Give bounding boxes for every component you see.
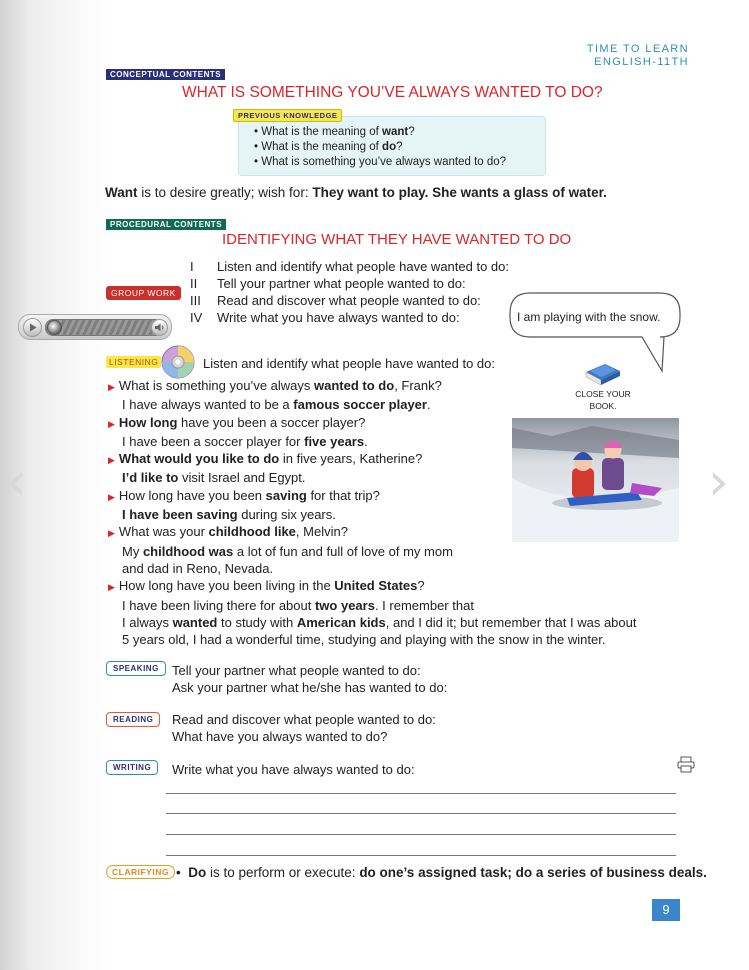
pk-item: • What is the meaning of want? [254,126,415,138]
pk-item: • What is something you’ve always wanted to do? [254,156,507,168]
previous-knowledge-tag: PREVIOUS KNOWLEDGE [233,109,342,122]
header-line-2: ENGLISH-11TH [594,56,689,68]
play-button[interactable] [23,318,42,337]
dialogue-answer [108,543,636,560]
header-line-1: TIME TO LEARN [586,43,689,55]
dialogue-text: , and I did it; but remember that I was about [385,614,637,630]
listening-tag: LISTENING [106,356,161,368]
dialogue-text: two years [314,597,375,613]
lesson-title: WHAT IS SOMETHING YOU’VE ALWAYS WANTED TO DO? [182,84,603,101]
dialogue-text: How long have you been living in the [118,578,335,594]
dialogue-text: in five years, Katherine? [279,451,423,467]
dialogue-text: I always [122,614,173,630]
dialogue-text: American kids [296,614,386,630]
numeral: II [190,276,198,291]
group-work-item: Read and discover what people wanted to do: [217,293,481,308]
dialogue-text: How long have you been [118,487,266,503]
definition-do: • Do is to perform or execute: do one’s assigned task; do a series of business deals. [176,865,707,880]
question-arrow-icon: ▶ [108,418,115,429]
speaker-icon [152,320,167,335]
reading-line: Read and discover what people wanted to do: [172,712,436,727]
writing-line[interactable] [166,855,676,856]
reading-tag: READING [106,712,160,727]
numeral: I [190,259,194,274]
question-arrow-icon: ▶ [108,455,115,466]
dialogue-text: , Frank? [394,378,442,393]
question-arrow-icon: ▶ [108,528,115,539]
procedural-title: IDENTIFYING WHAT THEY HAVE WANTED TO DO [222,231,572,248]
dialogue-question [108,414,636,433]
dialogue-text: saving [265,487,307,503]
cd-icon [161,345,195,379]
audio-player [18,314,172,340]
page-header [587,43,689,69]
group-work-item: Listen and identify what people have wanted to do: [217,259,509,274]
dialogue-answer [108,433,636,450]
volume-button[interactable] [151,319,168,336]
dialogue-text: I have been living there for about [122,597,315,613]
numeral: IV [190,310,203,325]
dialogue-text: five years [304,433,365,449]
speaking-tag: SPEAKING [106,661,166,676]
speech-bubble-text: I am playing with the snow. [517,310,661,324]
dialogue-text: ? [417,578,425,594]
dialogue-text: . [426,397,431,413]
dialogue-answer [108,614,636,631]
dialogue-text: I have been a soccer player for [122,433,305,449]
writing-tag: WRITING [106,760,158,775]
dialogue-answer [108,506,636,523]
audio-progress-track[interactable] [45,319,163,336]
writing-line[interactable] [166,793,676,794]
dialogue-text: and dad in Reno, Nevada. [122,560,274,576]
dialogue-answer [108,396,636,413]
dialogue-text: a lot of fun and full of love of my mom [233,543,453,559]
question-arrow-icon: ▶ [108,382,115,392]
dialogue-text: childhood like [208,524,296,540]
writing-line[interactable] [166,813,676,814]
clarifying-tag: CLARIFYING [106,865,175,879]
definition-want: Want is to desire greatly; wish for: They want to play. She wants a glass of water. [105,185,607,200]
pk-item: • What is the meaning of do? [254,141,403,153]
group-work-list [217,258,509,326]
dialogue-text: . I remember that [374,597,474,613]
audio-scrub-handle[interactable] [47,320,62,335]
dialogue-text: visit Israel and Egypt. [178,470,306,486]
speaking-line: Ask your partner what he/she has wanted to do: [172,680,448,695]
dialogue-question [108,577,636,596]
dialogue-answer [108,469,636,486]
printer-icon[interactable] [677,756,695,773]
dialogue-text: have you been a soccer player? [177,414,366,430]
reading-line: What have you always wanted to do? [172,729,388,744]
listening-dialogue [108,377,636,648]
dialogue-text: United States [334,578,418,594]
dialogue-question [108,523,636,542]
previous-page-arrow[interactable]: ‹ [6,452,27,512]
close-book-line: BOOK. [589,401,617,411]
close-book-line: CLOSE YOUR [575,389,631,399]
question-arrow-icon: ▶ [108,582,115,593]
previous-knowledge-list [254,125,506,170]
dialogue-text: , Melvin? [295,524,348,540]
dialogue-text: wanted [172,614,218,630]
dialogue-text: childhood was [142,543,234,559]
group-work-numerals [190,258,202,326]
dialogue-question [108,487,636,506]
dialogue-text: 5 years old, I had a wonderful time, studying and playing with the snow in the winter. [122,632,606,648]
dialogue-text: What is something you’ve always [118,378,315,393]
reading-text [172,711,436,745]
dialogue-text: wanted to do [314,378,395,393]
dialogue-answer [108,560,636,577]
play-icon [24,319,41,336]
dialogue-text: What was your [118,524,209,540]
dialogue-question [108,377,636,396]
dialogue-text: I’d like to [122,470,179,486]
group-work-item: Write what you have always wanted to do: [217,310,460,325]
conceptual-contents-tag: CONCEPTUAL CONTENTS [106,69,225,80]
dialogue-question [108,450,636,469]
writing-line[interactable] [166,834,676,835]
dialogue-text: for that trip? [306,487,380,503]
dialogue-text: I have been saving [122,507,238,523]
dialogue-text: . [364,433,368,449]
dialogue-text: during six years. [237,507,336,523]
dialogue-text: famous soccer player [293,397,427,413]
speaking-text [172,662,447,696]
dialogue-text: I have always wanted to be a [122,397,294,413]
dialogue-answer [108,597,636,614]
numeral: III [190,293,201,308]
dialogue-text: to study with [217,614,297,630]
question-arrow-icon: ▶ [108,491,115,502]
dialogue-answer [108,631,636,648]
dialogue-text: What would you like to do [118,451,280,467]
procedural-contents-tag: PROCEDURAL CONTENTS [106,219,226,230]
page-number: 9 [652,899,680,921]
dialogue-text: How long [118,414,178,430]
speaking-line: Tell your partner what people wanted to do: [172,663,421,678]
group-work-item: Tell your partner what people wanted to do: [217,276,466,291]
dialogue-text: My [122,543,143,559]
writing-text: Write what you have always wanted to do: [172,762,415,777]
group-work-tag: GROUP WORK [106,286,181,300]
listening-instruction: Listen and identify what people have wanted to do: [203,356,495,371]
next-page-arrow[interactable]: › [708,452,729,512]
